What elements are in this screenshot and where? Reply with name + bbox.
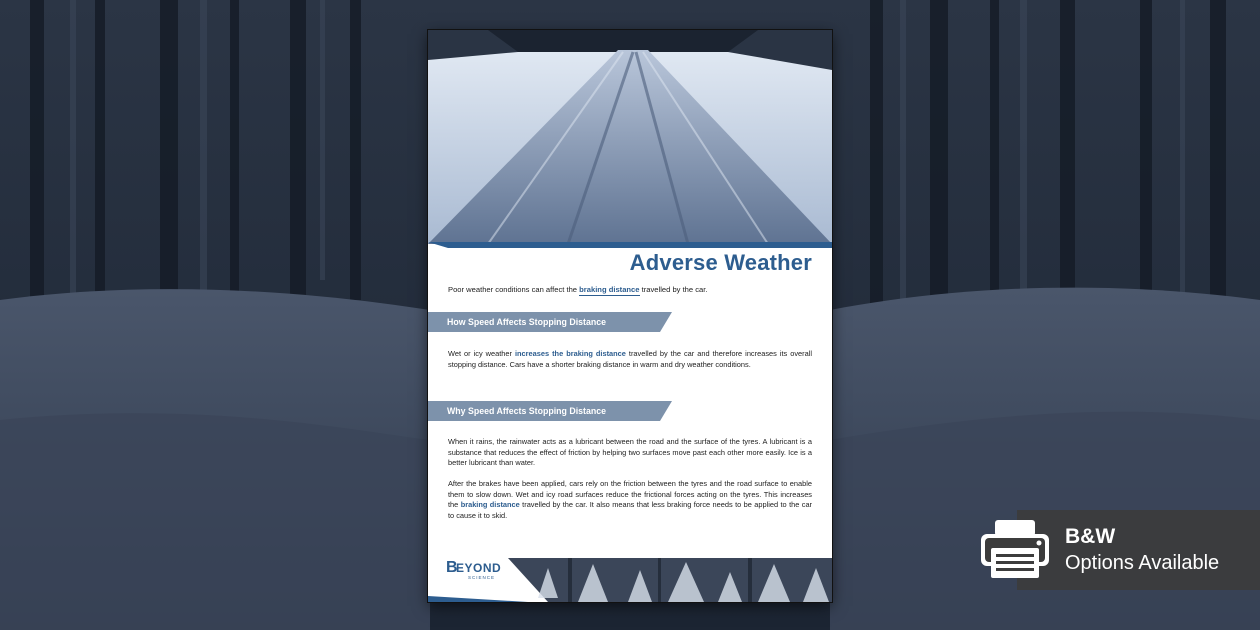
- section2-paragraph-1: When it rains, the rainwater acts as a lubricant between the road and the surface of the tyres. A lubricant is a substance that reduces the effect of friction by helping two surfaces move past each other more easily. Ice is a better lubricant than water.: [448, 437, 812, 468]
- section-heading-why: Why Speed Affects Stopping Distance: [447, 406, 607, 416]
- badge-subtitle: Options Available: [1065, 552, 1220, 574]
- intro-pre: Poor weather conditions can affect the: [448, 285, 580, 294]
- section-banner-why: [428, 401, 672, 421]
- section2-paragraph-2: [448, 479, 812, 521]
- beyond-logo: [446, 560, 516, 582]
- s2-post: travelled by the car. It also means that less braking force needs to be applied to the car to cause it to skid.: [448, 500, 813, 520]
- logo-letter: B: [446, 559, 458, 576]
- intro-highlight: braking distance: [579, 285, 640, 294]
- section-banner-how: [428, 312, 672, 332]
- bw-options-badge: [1017, 510, 1260, 590]
- worksheet-page: [428, 30, 832, 602]
- logo-sub: SCIENCE: [468, 575, 496, 580]
- section1-paragraph: [448, 349, 812, 370]
- section-heading-how: How Speed Affects Stopping Distance: [447, 317, 607, 327]
- badge-title: B&W: [1065, 525, 1116, 548]
- printer-icon: [977, 518, 1053, 584]
- intro-text: [448, 285, 818, 294]
- s1-post: travelled by the car and therefore increases its overall stopping distance. Cars have a shorter braking distance in warm and dry weather conditions.: [448, 349, 813, 369]
- title-divider: [428, 242, 832, 248]
- page-title: Adverse Weather: [629, 250, 812, 275]
- intro-post: travelled by the car.: [639, 285, 708, 294]
- logo-name: EYOND: [456, 561, 502, 575]
- s2-pre: After the brakes have been applied, cars rely on the friction between the tyres and the road surface to enable them to slow down. Wet and icy road surfaces reduce the frictional forces acting on the tyres. This increases the: [448, 479, 812, 510]
- s1-highlight: increases the braking distance: [514, 349, 626, 358]
- icy-road-photo: [428, 30, 832, 244]
- s2-highlight: braking distance: [460, 500, 520, 510]
- s1-pre: Wet or icy weather: [448, 349, 515, 358]
